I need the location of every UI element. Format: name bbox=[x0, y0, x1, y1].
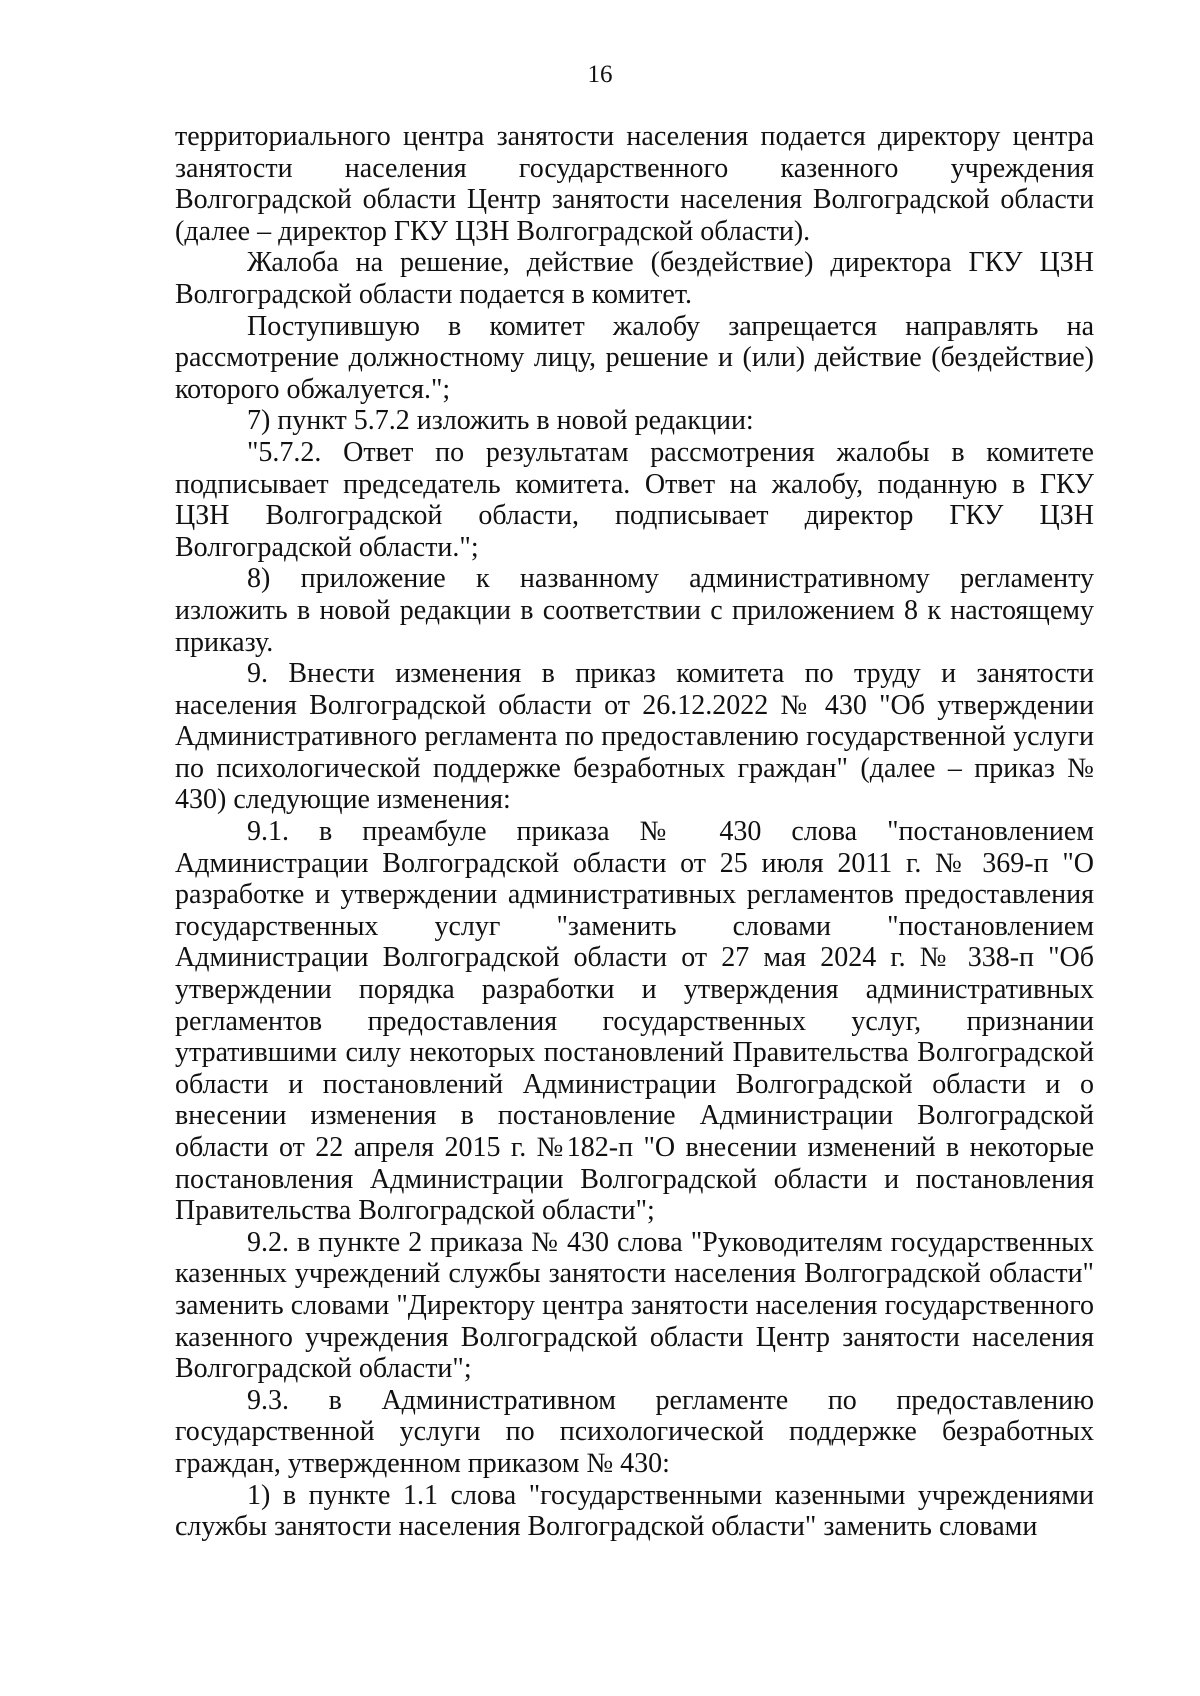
paragraph-item-7: 7) пункт 5.7.2 изложить в новой редакции: bbox=[247, 405, 754, 437]
paragraph-complaint-forwarding: Поступившую в комитет жалобу запрещается направлять на рассмотрение должностному лицу, решение и (или) действие (бездействие) которого обжалуется."; bbox=[175, 310, 1094, 405]
paragraph-9-3: 9.3. в Административном регламенте по предоставлению государственной услуги по психологической поддержке безработных граждан, утвержденном приказом № 430: bbox=[175, 1384, 1094, 1479]
paragraph-9-3-item-1: 1) в пункте 1.1 слова "государственными казенными учреждениями службы занятости населения Волгоградской области" заменить словами bbox=[175, 1479, 1094, 1543]
paragraph-item-8: 8) приложение к названному административному регламенту изложить в новой редакции в соответствии с приложением 8 к настоящему приказу. bbox=[175, 563, 1094, 658]
page-number: 16 bbox=[587, 61, 613, 88]
paragraph-9-1: 9.1. в преамбуле приказа № 430 слова "постановлением Администрации Волгоградской области от 25 июля 2011 г. № 369-п "О разработке и утверждении административных регламентов предоставления государственных услуг "заменить словами "постановлением Администрации Волгоградской области от 27 мая 2024 г. № 338-п "Об утверждении порядка разработки и утверждения административных регламентов предоставления государственных услуг, признании утратившими силу некоторых постановлений Правительства Волгоградской области и постановлений Администрации Волгоградской области и о внесении изменения в постановление Администрации Волгоградской области от 22 апреля 2015 г. №182-п "О внесении изменений в некоторые постановления Администрации Волгоградской области и постановления Правительства Волгоградской области"; bbox=[175, 816, 1094, 1227]
paragraph-section-9: 9. Внести изменения в приказ комитета по труду и занятости населения Волгоградской области от 26.12.2022 № 430 "Об утверждении Административного регламента по предоставлению государственной услуги по психологической поддержке безработных граждан" (далее – приказ № 430) следующие изменения: bbox=[175, 658, 1094, 816]
paragraph-complaint-director: Жалоба на решение, действие (бездействие) директора ГКУ ЦЗН Волгоградской области подается в комитет. bbox=[175, 247, 1094, 310]
paragraph-9-2: 9.2. в пункте 2 приказа № 430 слова "Руководителям государственных казенных учреждений службы занятости населения Волгоградской области" заменить словами "Директору центра занятости населения государственного казенного учреждения Волгоградской области Центр занятости населения Волгоградской области"; bbox=[175, 1226, 1094, 1385]
paragraph-continuation: территориального центра занятости населения подается директору центра занятости населения государственного казенного учреждения Волгоградской области Центр занятости населения Волгоградской области (далее – директор ГКУ ЦЗН Волгоградской области). bbox=[175, 121, 1094, 247]
paragraph-5-7-2: "5.7.2. Ответ по результатам рассмотрения жалобы в комитете подписывает председатель комитета. Ответ на жалобу, поданную в ГКУ ЦЗН Волгоградской области, подписывает директор ГКУ ЦЗН Волгоградской области."; bbox=[175, 436, 1094, 563]
document-body bbox=[175, 121, 1094, 1543]
